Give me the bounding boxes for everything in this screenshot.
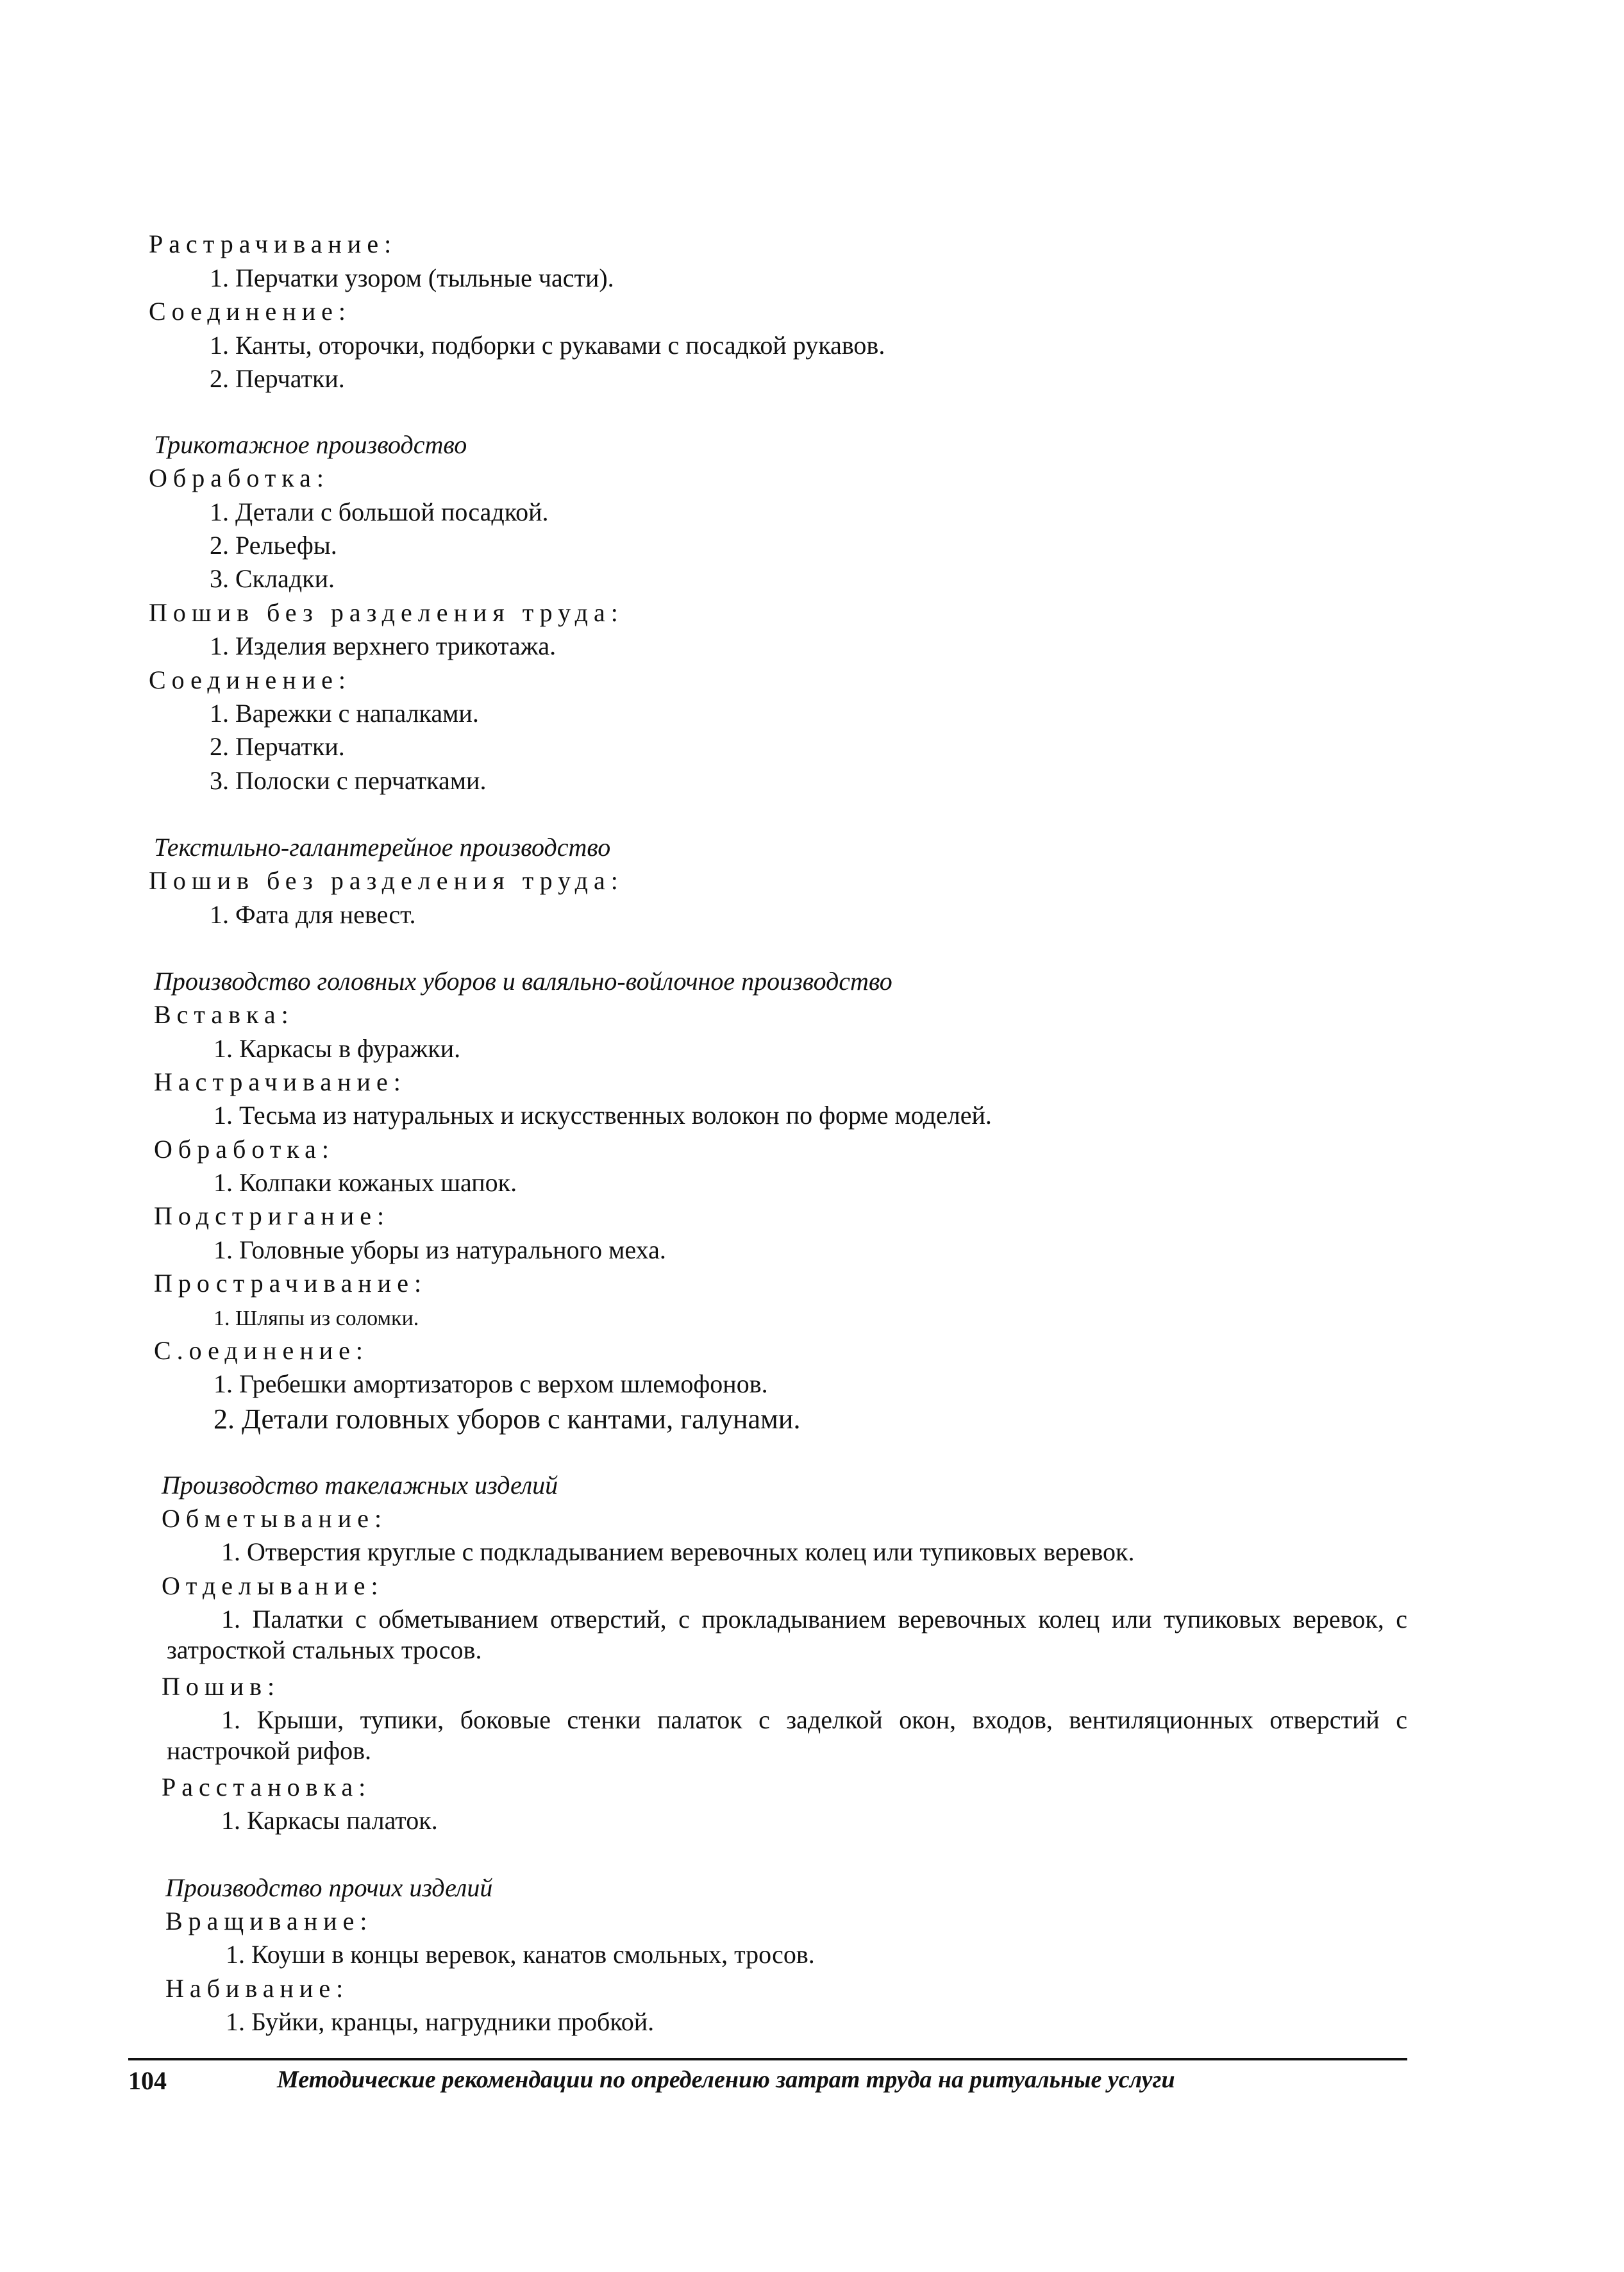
list-item: 1. Тесьма из натуральных и искусственных волокон по форме моделей. bbox=[213, 1101, 992, 1130]
operation-heading: Вращивание: bbox=[165, 1907, 373, 1935]
section-title: Производство прочих изделий bbox=[165, 1873, 493, 1902]
list-item: 3. Полоски с перчатками. bbox=[210, 766, 487, 795]
list-item: 1. Буйки, кранцы, нагрудники пробкой. bbox=[226, 2007, 655, 2036]
operation-heading: Соединение: bbox=[149, 665, 351, 694]
operation-heading: Настрачивание: bbox=[154, 1067, 406, 1096]
running-title: Методические рекомендации по определению затрат труда на ритуальные услуги bbox=[277, 2066, 1175, 2093]
operation-heading: С.оединение: bbox=[154, 1336, 369, 1365]
footer-divider bbox=[128, 2058, 1407, 2060]
operation-heading: Вставка: bbox=[154, 1000, 294, 1029]
list-item: 2. Перчатки. bbox=[210, 732, 345, 761]
list-item: 1. Крыши, тупики, боковые стенки палаток с заделкой окон, входов, вентиляционных отверстий с настрочкой рифов. bbox=[167, 1705, 1407, 1765]
operation-heading: Обметывание: bbox=[162, 1504, 388, 1533]
section-title: Производство такелажных изделий bbox=[162, 1471, 558, 1499]
list-item: 1. Детали с большой посадкой. bbox=[210, 497, 549, 526]
operation-heading: Набивание: bbox=[165, 1974, 349, 2003]
list-item: 1. Головные уборы из натурального меха. bbox=[213, 1235, 666, 1264]
list-item: 3. Складки. bbox=[210, 564, 335, 593]
operation-heading: Прострачивание: bbox=[154, 1269, 428, 1298]
section-title: Производство головных уборов и валяльно-войлочное производство bbox=[154, 967, 892, 996]
list-item: 1. Отверстия круглые с подкладыванием веревочных колец или тупиковых веревок. bbox=[221, 1537, 1135, 1566]
operation-heading: Пошив без разделения труда: bbox=[149, 866, 624, 895]
operation-heading: Расстановка: bbox=[162, 1773, 372, 1801]
page-number: 104 bbox=[128, 2066, 167, 2095]
operation-heading: Соединение: bbox=[149, 297, 351, 326]
list-item: 2. Детали головных уборов с кантами, галунами. bbox=[213, 1403, 801, 1435]
operation-heading: Отделывание: bbox=[162, 1571, 384, 1600]
operation-heading: Обработка: bbox=[149, 464, 330, 492]
operation-heading: Обработка: bbox=[154, 1135, 335, 1164]
list-item: 1. Перчатки узором (тыльные части). bbox=[210, 263, 614, 292]
list-item: 1. Каркасы в фуражки. bbox=[213, 1034, 461, 1063]
operation-heading: Пошив без разделения труда: bbox=[149, 598, 624, 627]
list-item: 1. Гребешки амортизаторов с верхом шлемофонов. bbox=[213, 1369, 768, 1398]
operation-heading: Пошив: bbox=[162, 1672, 281, 1701]
list-item: 1. Фата для невест. bbox=[210, 900, 416, 929]
operation-heading: Растрачивание: bbox=[149, 230, 398, 258]
list-item: 1. Каркасы палаток. bbox=[221, 1806, 438, 1835]
list-item: 2. Рельефы. bbox=[210, 531, 337, 560]
list-item: 1. Колпаки кожаных шапок. bbox=[213, 1168, 517, 1197]
list-item: 1. Коуши в концы веревок, канатов смольных, тросов. bbox=[226, 1940, 815, 1969]
list-item: 1. Палатки с обметыванием отверстий, с прокладыванием веревочных колец или тупиковых веревок, с затросткой стальных тросов. bbox=[167, 1605, 1407, 1664]
list-item: 1. Шляпы из соломки. bbox=[213, 1307, 419, 1330]
section-title: Трикотажное производство bbox=[154, 430, 467, 459]
list-item: 1. Изделия верхнего трикотажа. bbox=[210, 631, 557, 660]
list-item: 2. Перчатки. bbox=[210, 364, 345, 393]
list-item: 1. Канты, оторочки, подборки с рукавами с посадкой рукавов. bbox=[210, 331, 885, 360]
list-item: 1. Варежки с напалками. bbox=[210, 699, 479, 728]
operation-heading: Подстригание: bbox=[154, 1201, 390, 1230]
section-title: Текстильно-галантерейное производство bbox=[154, 833, 611, 862]
